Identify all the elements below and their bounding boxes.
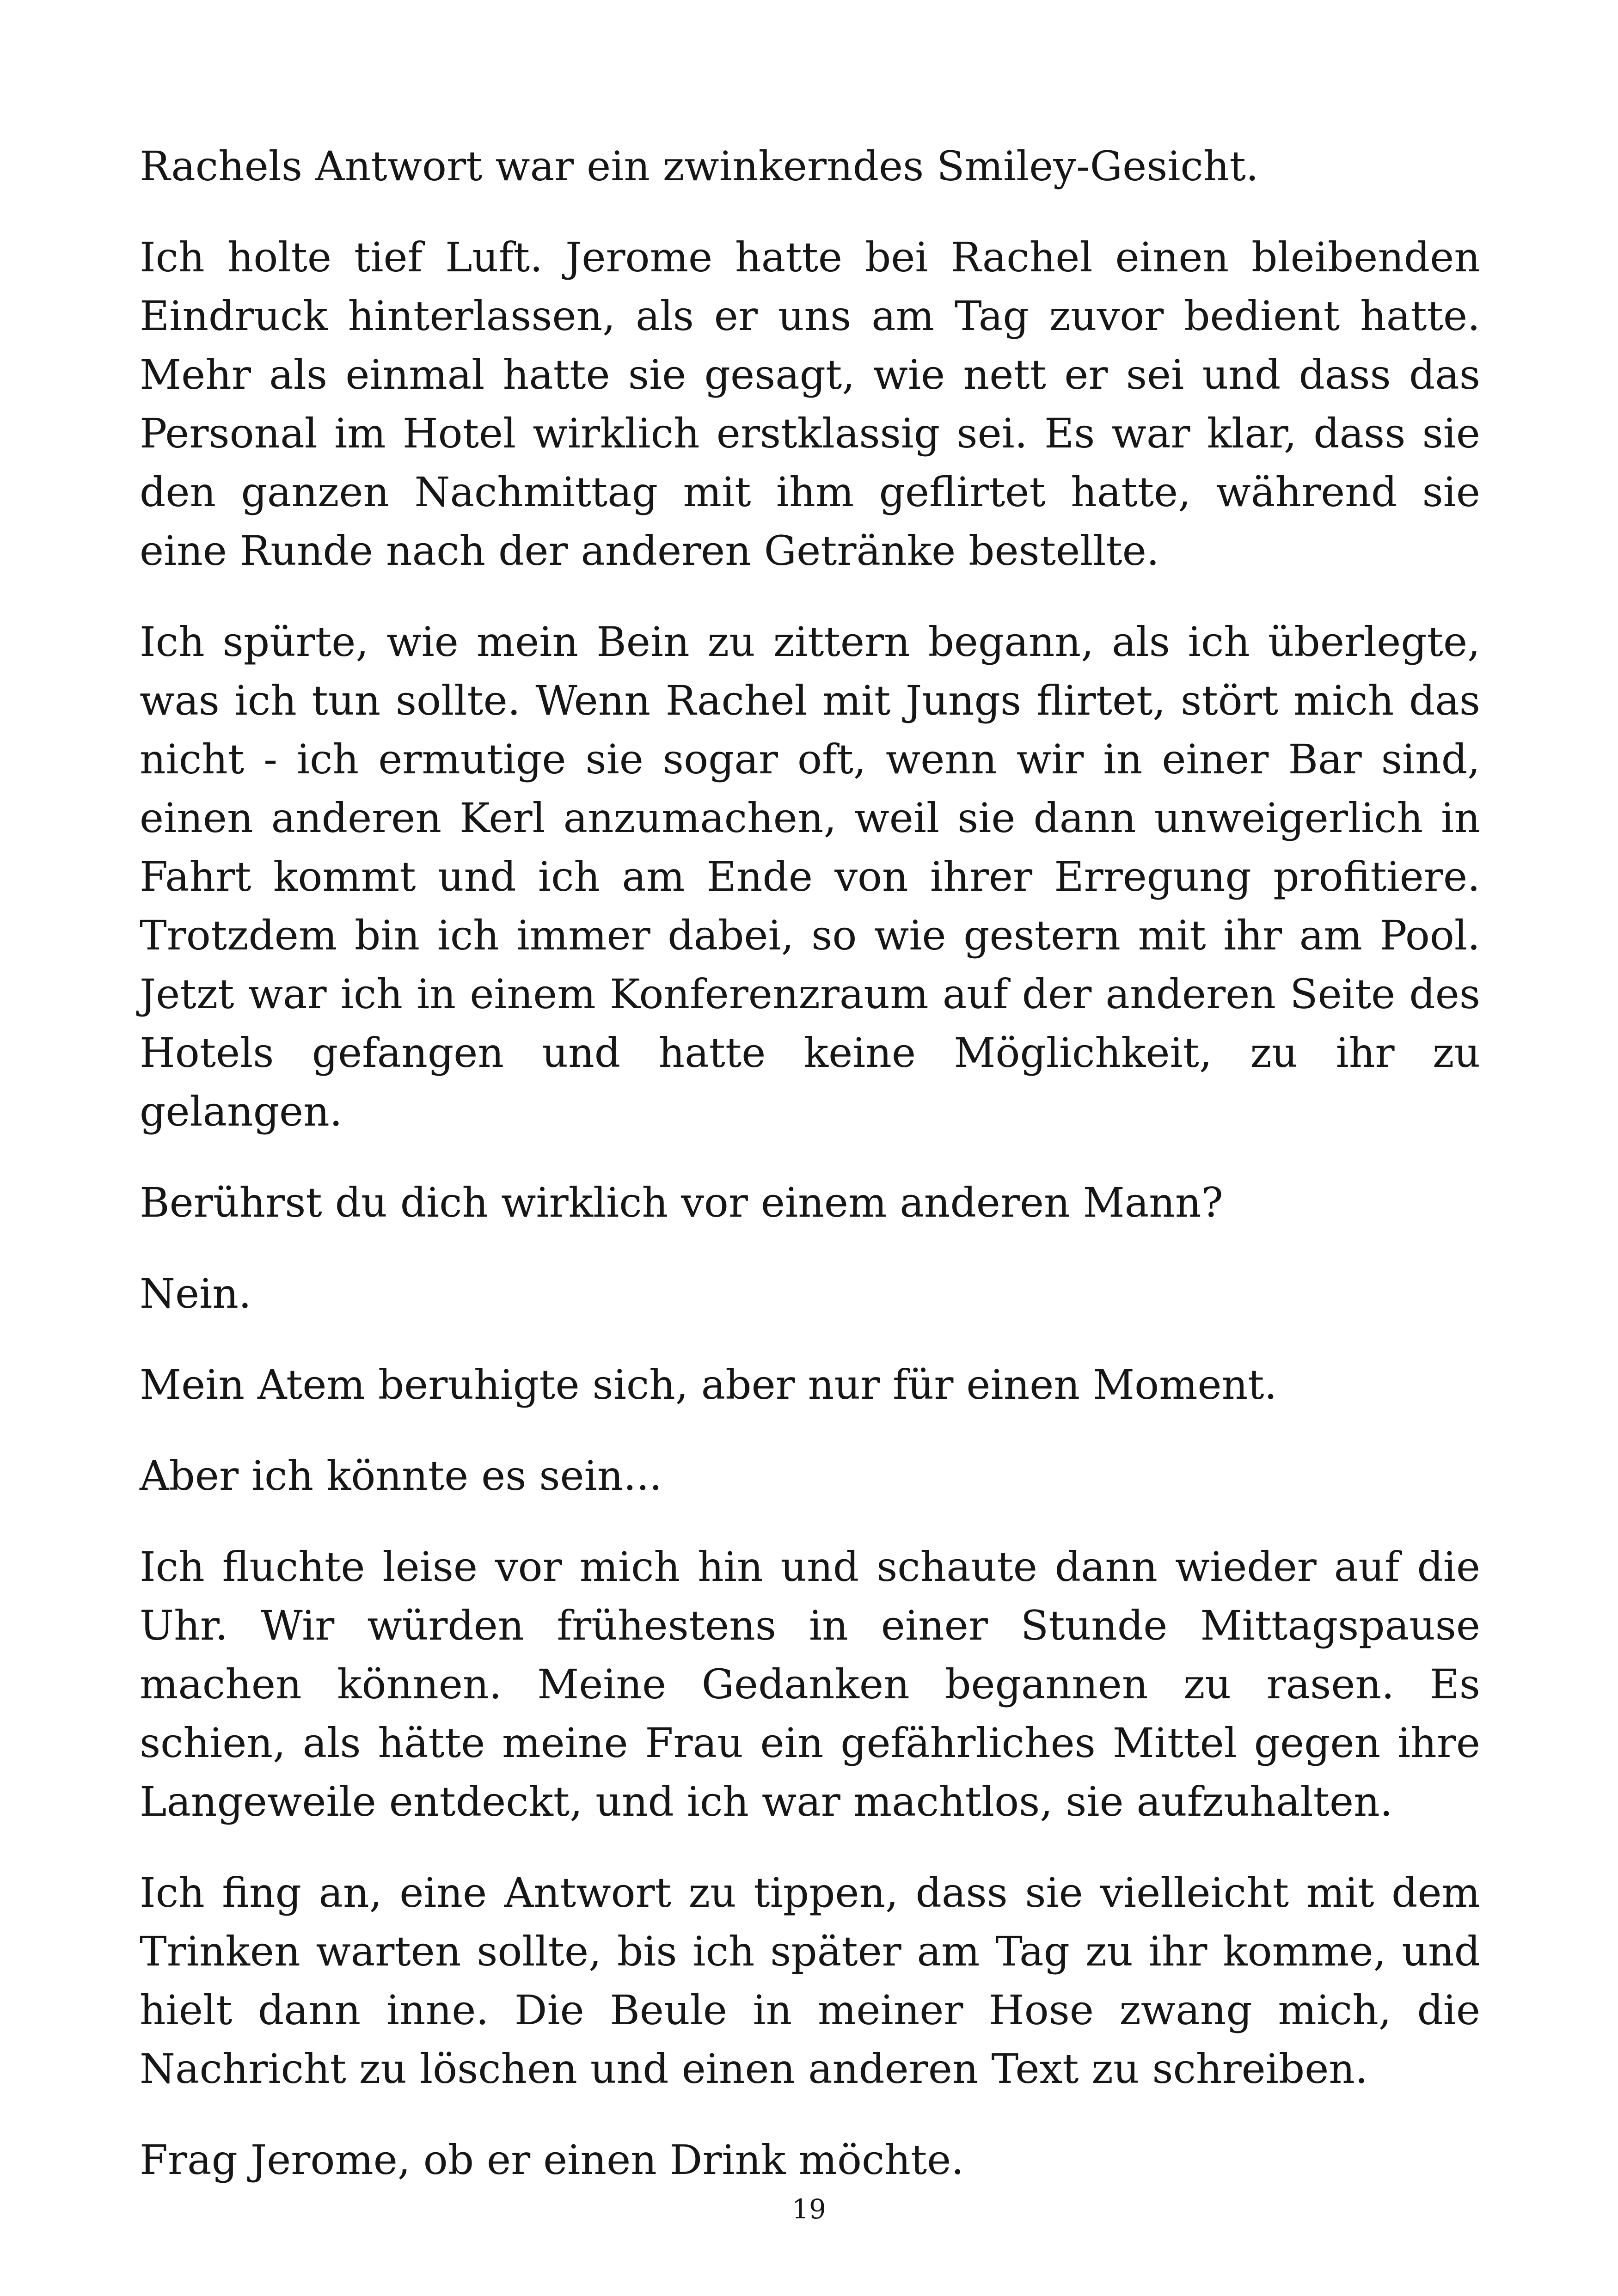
paragraph-9: Ich fing an, eine Antwort zu tippen, dass sie vielleicht mit dem Trinken warten sollte, bis ich später am Tag zu ihr komme, und hielt dann inne. Die Beule in meiner Hose zwang mich, die Nachricht zu löschen und einen anderen Text zu schreiben. bbox=[140, 1869, 1480, 2093]
body-text bbox=[140, 137, 1480, 2222]
paragraph-1: Rachels Antwort war ein zwinkerndes Smiley-Gesicht. bbox=[140, 142, 1259, 190]
paragraph-8: Ich fluchte leise vor mich hin und schaute dann wieder auf die Uhr. Wir würden frühestens in einer Stunde Mittagspause machen können. Meine Gedanken begannen zu rasen. Es schien, als hätte meine Frau ein gefährliches Mittel gegen ihre Langeweile entdeckt, und ich war machtlos, sie aufzuhalten. bbox=[140, 1543, 1480, 1825]
paragraph-2: Ich holte tief Luft. Jerome hatte bei Rachel einen bleibenden Eindruck hinterlassen, als er uns am Tag zuvor bedient hatte. Mehr als einmal hatte sie gesagt, wie nett er sei und dass das Personal im Hotel wirklich erstklassig sei. Es war klar, dass sie den ganzen Nachmittag mit ihm geflirtet hatte, während sie eine Runde nach der anderen Getränke bestellte. bbox=[140, 233, 1480, 575]
paragraph-5: Nein. bbox=[140, 1270, 251, 1317]
paragraph-6: Mein Atem beruhigte sich, aber nur für einen Moment. bbox=[140, 1361, 1277, 1408]
paragraph-3: Ich spürte, wie mein Bein zu zittern begann, als ich überlegte, was ich tun sollte. Wenn Rachel mit Jungs flirtet, stört mich das nicht - ich ermutige sie sogar oft, wenn wir in einer Bar sind, einen anderen Kerl anzumachen, weil sie dann unweigerlich in Fahrt kommt und ich am Ende von ihrer Erregung profitiere. Trotzdem bin ich immer dabei, so wie gestern mit ihr am Pool. Jetzt war ich in einem Konferenzraum auf der anderen Seite des Hotels gefangen und hatte keine Möglichkeit, zu ihr zu gelangen. bbox=[140, 618, 1480, 1135]
paragraph-7: Aber ich könnte es sein... bbox=[140, 1452, 662, 1500]
paragraph-4: Berührst du dich wirklich vor einem anderen Mann? bbox=[140, 1179, 1223, 1226]
paragraph-10: Frag Jerome, ob er einen Drink möchte. bbox=[140, 2136, 964, 2184]
page-number: 19 bbox=[792, 2193, 826, 2225]
